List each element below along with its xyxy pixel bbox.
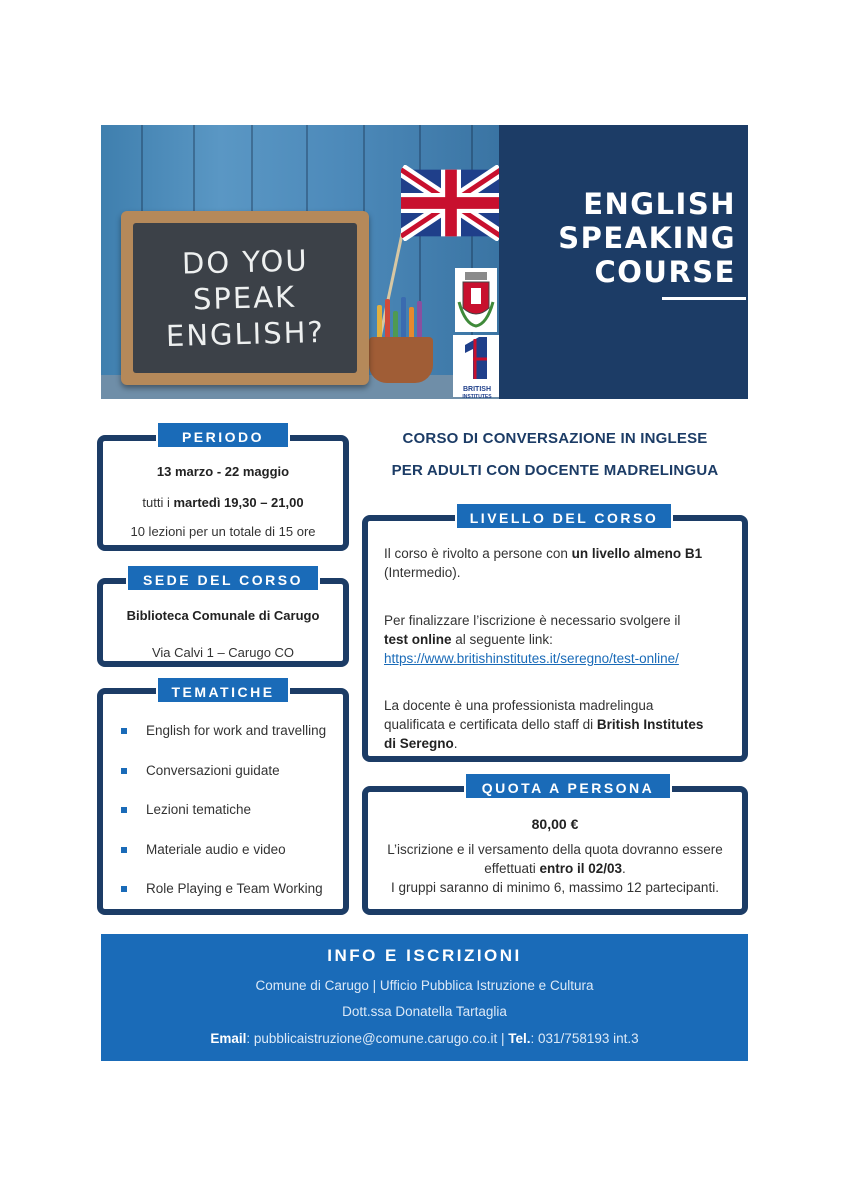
list-item: Materiale audio e video — [117, 841, 326, 881]
livello-p3-end: . — [453, 736, 458, 751]
livello-p3-bold-1: British Institutes — [596, 717, 704, 732]
livello-tab: LIVELLO DEL CORSO — [455, 502, 673, 530]
livello-paragraph-1 — [384, 544, 732, 582]
quota-details — [378, 840, 732, 897]
british-institutes-numeral-icon — [453, 335, 499, 381]
tematiche-tab: TEMATICHE — [156, 676, 290, 704]
quota-line-2-end: . — [622, 861, 626, 876]
header-banner — [101, 125, 748, 399]
livello-p3-text: La docente è una professionista madrelingua — [384, 698, 654, 713]
test-online-link[interactable]: https://www.britishinstitutes.it/seregno/test-online/ — [384, 651, 679, 666]
footer-email-label: Email — [210, 1031, 247, 1046]
chalkboard-photo — [101, 125, 499, 399]
course-subtitle-line-2: PER ADULTI CON DOCENTE MADRELINGUA — [391, 462, 719, 479]
tematiche-box — [97, 688, 349, 915]
course-title-line-1: ENGLISH — [583, 187, 736, 221]
quota-line-2-text: effettuati — [484, 861, 540, 876]
list-item: Conversazioni guidate — [117, 762, 326, 802]
quota-line-3: I gruppi saranno di minimo 6, massimo 12 partecipanti. — [391, 880, 719, 895]
livello-p3-bold-2: di Seregno — [384, 736, 454, 751]
quota-line-1: L’iscrizione e il versamento della quota dovranno essere — [387, 842, 723, 857]
sede-name: Biblioteca Comunale di Carugo — [126, 608, 320, 623]
footer-heading: INFO E ISCRIZIONI — [327, 946, 522, 965]
periodo-box — [97, 435, 349, 551]
livello-p1-text: Il corso è rivolto a persone con — [384, 546, 572, 561]
union-jack-flag-icon — [401, 165, 499, 241]
course-title-line-2: SPEAKING — [558, 221, 736, 255]
footer-tel-value: : 031/758193 int.3 — [530, 1031, 639, 1046]
periodo-tab: PERIODO — [156, 421, 290, 449]
british-institutes-logo — [453, 335, 499, 397]
carugo-coat-of-arms-icon — [455, 268, 497, 332]
chalkboard — [121, 211, 369, 385]
course-title-line-3: COURSE — [594, 255, 736, 289]
livello-p1-bold: un livello almeno B1 — [571, 546, 703, 561]
footer-contacts — [101, 1031, 748, 1046]
list-item: Lezioni tematiche — [117, 801, 326, 841]
title-panel — [499, 125, 748, 399]
periodo-schedule-time: martedì 19,30 – 21,00 — [173, 495, 304, 510]
livello-p2-bold: test online — [384, 632, 452, 647]
chalkboard-line-3: ENGLISH? — [165, 314, 325, 354]
list-item: Role Playing e Team Working — [117, 880, 326, 920]
chalkboard-line-2: SPEAK — [193, 279, 297, 317]
quota-price: 80,00 € — [531, 816, 579, 832]
course-title — [558, 187, 736, 289]
periodo-lessons: 10 lezioni per un totale di 15 ore — [130, 524, 316, 539]
course-subtitle-line-1: CORSO DI CONVERSAZIONE IN INGLESE — [402, 430, 708, 447]
footer-tel-label: Tel. — [508, 1031, 531, 1046]
livello-p1-level: (Intermedio). — [384, 565, 461, 580]
footer-office: Comune di Carugo | Ufficio Pubblica Istruzione e Cultura — [255, 978, 594, 993]
quota-tab: QUOTA A PERSONA — [464, 772, 672, 800]
quota-box — [362, 786, 748, 915]
livello-box — [362, 515, 748, 762]
pencil-pot — [369, 337, 433, 383]
livello-paragraph-2 — [384, 611, 732, 668]
periodo-schedule — [103, 495, 343, 510]
tematiche-list — [117, 722, 326, 920]
livello-p3-text-2: qualificata e certificata dello staff di — [384, 717, 597, 732]
list-item: English for work and travelling — [117, 722, 326, 762]
logo-text-british: BRITISH — [463, 386, 491, 393]
footer-contact-person: Dott.ssa Donatella Tartaglia — [342, 1004, 507, 1019]
livello-p2-tail: al seguente link: — [451, 632, 553, 647]
sede-address: Via Calvi 1 – Carugo CO — [151, 645, 295, 660]
footer-email-value[interactable]: : pubblicaistruzione@comune.carugo.co.it | — [246, 1031, 509, 1046]
periodo-schedule-prefix: tutti i — [142, 495, 174, 510]
sede-tab: SEDE DEL CORSO — [126, 564, 320, 592]
quota-deadline: entro il 02/03 — [539, 861, 623, 876]
livello-p2-text: Per finalizzare l’iscrizione è necessario svolgere il — [384, 613, 681, 628]
title-underline — [662, 297, 746, 300]
livello-paragraph-3 — [384, 696, 732, 753]
logo-text-institutes: INSTITUTES — [462, 394, 492, 399]
info-footer — [101, 934, 748, 1061]
periodo-dates: 13 marzo - 22 maggio — [156, 464, 290, 479]
chalkboard-line-1: DO YOU — [181, 243, 309, 281]
